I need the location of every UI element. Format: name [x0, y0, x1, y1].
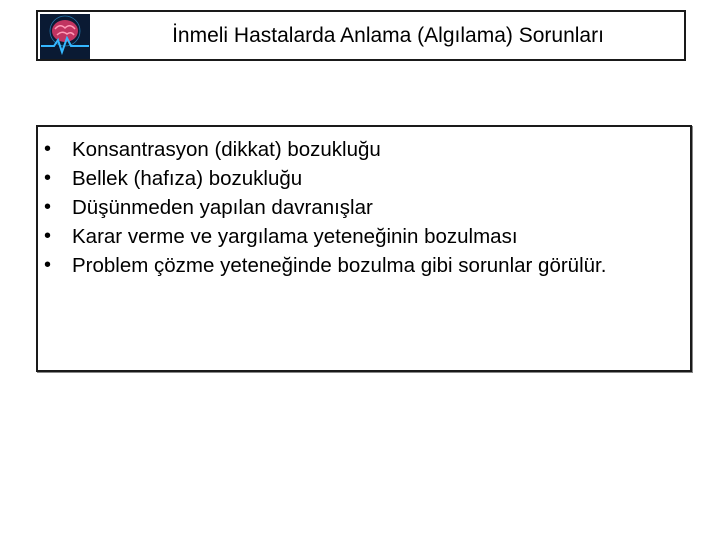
list-item-text: Düşünmeden yapılan davranışlar [72, 196, 373, 219]
list-item [38, 164, 680, 193]
title-bar [36, 10, 686, 61]
bullet-list [38, 135, 680, 280]
list-item-text: Problem çözme yeteneğinde bozulma gibi sorunlar görülür. [72, 254, 607, 277]
bullet-dot: • [44, 167, 52, 189]
bullet-dot: • [44, 196, 52, 218]
list-item-text: Bellek (hafıza) bozukluğu [72, 167, 303, 190]
list-item [38, 222, 680, 251]
list-item [38, 135, 680, 164]
brain-heartbeat-icon [40, 14, 90, 59]
slide-title: İnmeli Hastalarda Anlama (Algılama) Sorunları [172, 23, 604, 47]
bullet-dot: • [44, 254, 52, 276]
bullet-dot: • [44, 138, 52, 160]
list-item-text: Konsantrasyon (dikkat) bozukluğu [72, 138, 381, 161]
bullet-dot: • [44, 225, 52, 247]
list-item [38, 251, 680, 280]
content-box [36, 125, 692, 372]
list-item-text: Karar verme ve yargılama yeteneğinin bozulması [72, 225, 518, 248]
list-item [38, 193, 680, 222]
